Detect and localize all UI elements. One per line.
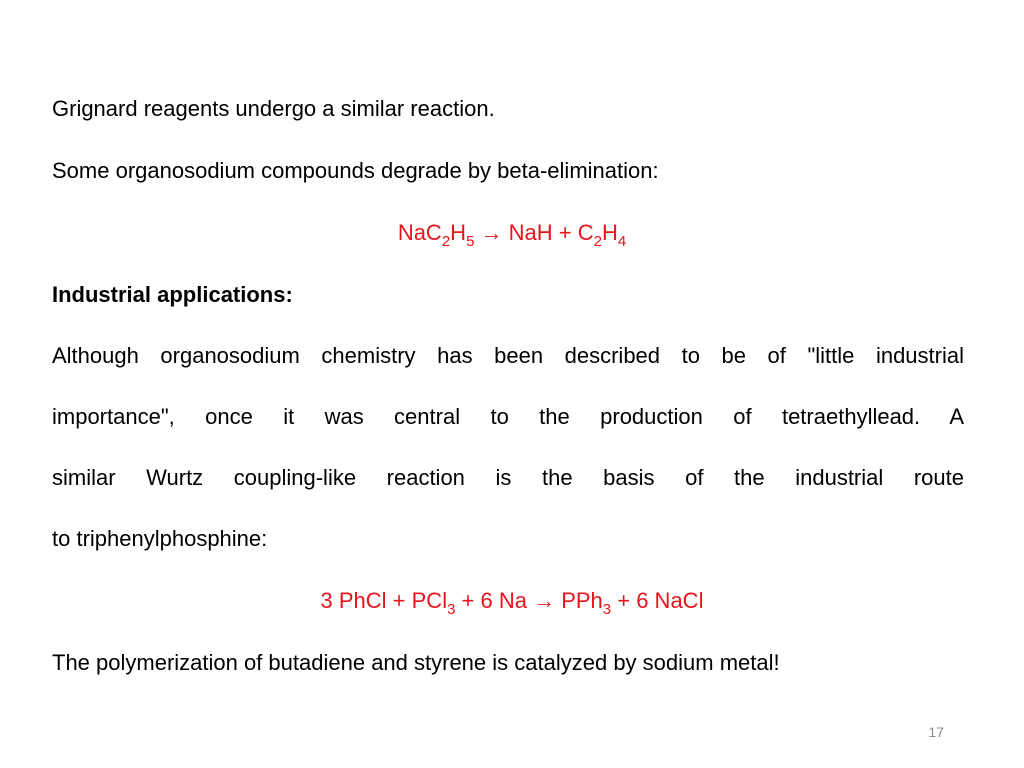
eq1-subscript: 2 — [593, 233, 602, 250]
eq2-subscript: 3 — [602, 601, 612, 618]
paragraph-line: to triphenylphosphine: — [52, 526, 268, 551]
equation-triphenylphosphine — [0, 588, 1024, 618]
eq1-part: H — [450, 220, 467, 245]
eq1-subscript: 4 — [617, 233, 627, 250]
page-number: 17 — [928, 724, 944, 740]
eq2-part: + 6 NaCl — [611, 588, 704, 613]
beta-elimination-text: Some organosodium compounds degrade by beta-elimination: — [52, 158, 659, 183]
eq2-subscript: 3 — [447, 601, 456, 618]
paragraph-line: similar Wurtz coupling-like reaction is the basis of the industrial route — [52, 465, 964, 490]
paragraph-line: importance", once it was central to the production of tetraethyllead. A — [52, 404, 964, 429]
polymerization-text: The polymerization of butadiene and styrene is catalyzed by sodium metal! — [52, 650, 780, 675]
eq2-part: + 6 Na → PPh — [455, 588, 603, 613]
grignard-text: Grignard reagents undergo a similar reaction. — [52, 96, 495, 121]
eq1-part: NaC — [397, 220, 442, 245]
equation-beta-elimination — [0, 220, 1024, 250]
eq1-part: → NaH + C — [474, 220, 594, 245]
section-heading: Industrial applications: — [52, 282, 293, 307]
paragraph-line: Although organosodium chemistry has been described to be of "little industrial — [52, 343, 964, 368]
eq1-subscript: 5 — [466, 233, 475, 250]
eq2-part: 3 PhCl + PCl — [320, 588, 448, 613]
eq1-subscript: 2 — [441, 233, 451, 250]
eq1-part: H — [601, 220, 618, 245]
